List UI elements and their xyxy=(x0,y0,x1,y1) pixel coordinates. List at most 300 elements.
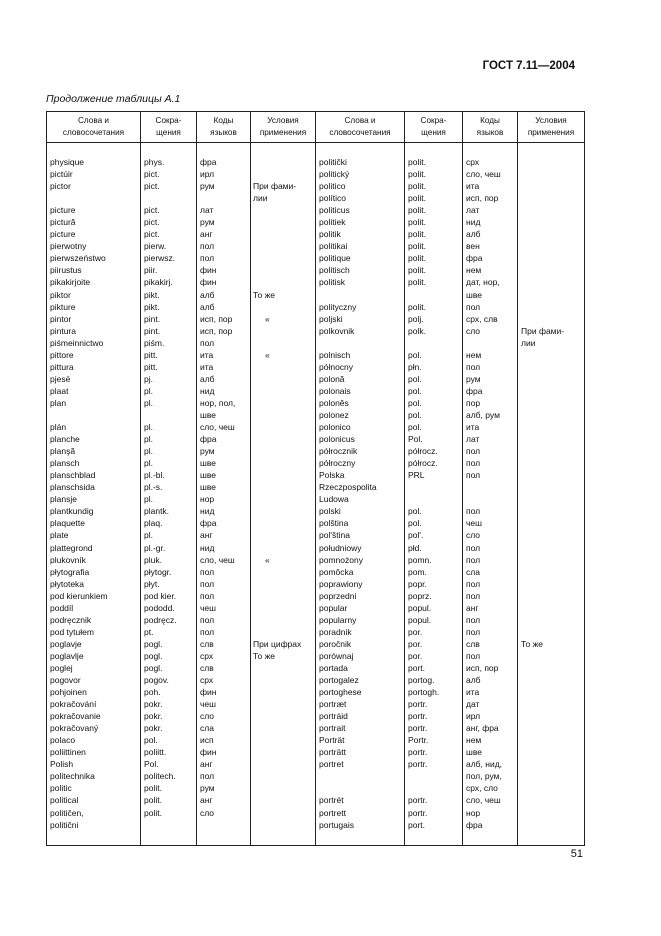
language-code-cell: сло, чеш xyxy=(466,169,501,180)
language-code-cell: исп, пор xyxy=(200,313,233,324)
word-cell: politisch xyxy=(319,265,350,276)
word-cell: polnisch xyxy=(319,349,351,360)
language-code-cell: пол xyxy=(466,614,481,625)
abbreviation-cell: pokr. xyxy=(144,711,163,722)
condition-cell: лии xyxy=(253,193,268,204)
abbreviation-cell: PRL xyxy=(408,470,425,481)
abbreviation-cell: politech. xyxy=(144,771,176,782)
abbreviation-cell: portr. xyxy=(408,759,428,770)
table-row xyxy=(46,722,585,734)
word-cell: poradnik xyxy=(319,626,352,637)
word-cell: pokračovaný xyxy=(50,723,99,734)
table-row xyxy=(46,433,585,445)
abbreviation-cell: pol. xyxy=(408,409,422,420)
word-cell: portada xyxy=(319,662,348,673)
abbreviation-cell: pogl. xyxy=(144,638,163,649)
language-code-cell: пол xyxy=(466,626,481,637)
abbreviation-cell: pict. xyxy=(144,229,160,240)
table-bottom-rule xyxy=(46,845,585,846)
abbreviation-cell: poh. xyxy=(144,687,161,698)
language-code-cell: нид xyxy=(466,217,481,228)
abbreviation-cell: polit. xyxy=(408,229,426,240)
word-cell: picture xyxy=(50,229,76,240)
abbreviation-cell: popr. xyxy=(408,578,427,589)
document-id: ГОСТ 7.11—2004 xyxy=(482,60,575,72)
language-code-cell: алб xyxy=(200,373,215,384)
table-caption: Продолжение таблицы А.1 xyxy=(46,93,181,105)
word-cell: polski xyxy=(319,506,341,517)
language-code-cell: ирл xyxy=(200,169,215,180)
abbreviation-cell: piir. xyxy=(144,265,158,276)
word-cell: piirustus xyxy=(50,265,82,276)
word-cell: polština xyxy=(319,518,349,529)
table-row xyxy=(46,602,585,614)
language-code-cell: рум xyxy=(466,373,481,384)
word-cell: planşă xyxy=(50,446,76,457)
language-code-cell: слв xyxy=(200,662,214,673)
header-abbreviations: Сокра- щения xyxy=(420,115,447,137)
language-code-cell: нор xyxy=(200,494,215,505)
abbreviation-cell: plaq. xyxy=(144,518,163,529)
language-code-cell: сло xyxy=(200,807,215,818)
word-cell: plaat xyxy=(50,385,69,396)
language-code-cell: фра xyxy=(200,434,217,445)
language-code-cell: пол xyxy=(466,590,481,601)
abbreviation-cell: portr. xyxy=(408,747,428,758)
word-cell: porträtt xyxy=(319,747,346,758)
abbreviation-cell: pluk. xyxy=(144,554,162,565)
abbreviation-cell: polit. xyxy=(408,265,426,276)
table-row xyxy=(46,216,585,228)
abbreviation-cell: pol'. xyxy=(408,530,424,541)
word-cell: Polish xyxy=(50,759,74,770)
language-code-cell: рум xyxy=(200,217,215,228)
word-cell: pittore xyxy=(50,349,74,360)
table-body xyxy=(46,156,585,831)
word-cell: plate xyxy=(50,530,69,541)
word-cell: polonico xyxy=(319,422,351,433)
table-row xyxy=(46,469,585,481)
abbreviation-cell: pom. xyxy=(408,566,427,577)
language-code-cell: нид xyxy=(200,506,215,517)
abbreviation-cell: Pol. xyxy=(408,434,423,445)
abbreviation-cell: pt. xyxy=(144,626,154,637)
abbreviation-cell: pogov. xyxy=(144,675,169,686)
language-code-cell: нем xyxy=(466,265,482,276)
language-code-cell: шве xyxy=(466,747,482,758)
word-cell: politicus xyxy=(319,205,350,216)
condition-cell: То же xyxy=(253,289,276,300)
abbreviation-cell: poliitt. xyxy=(144,747,167,758)
condition-cell: « xyxy=(265,313,270,324)
word-cell: polonicus xyxy=(319,434,355,445)
abbreviation-cell: pierwsz. xyxy=(144,253,176,264)
table-row xyxy=(46,361,585,373)
language-code-cell: пол xyxy=(200,614,215,625)
language-code-cell: сла xyxy=(200,723,214,734)
abbreviation-cell: pol. xyxy=(408,349,422,360)
language-code-cell: алб xyxy=(200,301,215,312)
language-code-cell: пол xyxy=(466,470,481,481)
language-code-cell: пол xyxy=(200,253,215,264)
language-code-cell: шве xyxy=(200,482,216,493)
table-row xyxy=(46,710,585,722)
table-row xyxy=(46,650,585,662)
abbreviation-cell: Portr. xyxy=(408,735,429,746)
abbreviation-cell: pl.-s. xyxy=(144,482,163,493)
page-number: 51 xyxy=(570,848,583,860)
table-row xyxy=(46,807,585,819)
abbreviation-cell: pomn. xyxy=(408,554,432,565)
condition-cell: При цифрах xyxy=(253,638,302,649)
word-cell: portret xyxy=(319,759,344,770)
word-cell: politico xyxy=(319,181,346,192)
abbreviation-cell: pl. xyxy=(144,530,153,541)
abbreviation-cell: polit. xyxy=(408,205,426,216)
abbreviation-cell: portr. xyxy=(408,807,428,818)
word-cell: pictúir xyxy=(50,169,73,180)
abbreviation-cell: portr. xyxy=(408,699,428,710)
word-cell: podręcznik xyxy=(50,614,92,625)
word-cell: południowy xyxy=(319,542,362,553)
language-code-cell: нем xyxy=(466,735,482,746)
word-cell: polkovnik xyxy=(319,325,355,336)
table-row xyxy=(46,373,585,385)
language-code-cell: пол xyxy=(466,506,481,517)
language-code-cell: анг xyxy=(200,759,213,770)
word-cell: pohjoinen xyxy=(50,687,87,698)
word-cell: Polska xyxy=(319,470,345,481)
abbreviation-cell: Pol. xyxy=(144,759,159,770)
language-code-cell: срх xyxy=(200,650,214,661)
table-row xyxy=(46,758,585,770)
abbreviation-cell: pol. xyxy=(408,373,422,384)
word-cell: portugais xyxy=(319,819,354,830)
table-row xyxy=(46,156,585,168)
language-code-cell: фра xyxy=(200,157,217,167)
abbreviation-cell: pol. xyxy=(408,385,422,396)
word-cell: pomnożony xyxy=(319,554,363,565)
table-row xyxy=(46,590,585,602)
language-code-cell: шве xyxy=(466,289,482,300)
language-code-cell: ирл xyxy=(466,711,481,722)
word-cell: plansch xyxy=(50,458,80,469)
word-cell: portoghese xyxy=(319,687,362,698)
abbreviation-cell: polit. xyxy=(408,241,426,252)
table-row xyxy=(46,674,585,686)
language-code-cell: алб, рум xyxy=(466,409,500,420)
header-words: Слова и словосочетания xyxy=(329,115,391,137)
language-code-cell: пол xyxy=(200,626,215,637)
table-row xyxy=(46,529,585,541)
abbreviation-cell: pol. xyxy=(408,397,422,408)
word-cell: politiek xyxy=(319,217,346,228)
language-code-cell: пол xyxy=(200,771,215,782)
abbreviation-cell: portr. xyxy=(408,723,428,734)
word-cell: poddíl xyxy=(50,602,74,613)
language-code-cell: пол xyxy=(200,241,215,252)
abbreviation-cell: pict. xyxy=(144,169,160,180)
table-row xyxy=(46,240,585,252)
language-code-cell: анг xyxy=(200,795,213,806)
abbreviation-cell: portogh. xyxy=(408,687,440,698)
table-row xyxy=(46,542,585,554)
language-code-cell: сло xyxy=(466,530,481,541)
word-cell: płytoteka xyxy=(50,578,85,589)
language-code-cell: ита xyxy=(466,687,480,698)
abbreviation-cell: pol. xyxy=(408,518,422,529)
table-row xyxy=(46,325,585,337)
condition-cell: « xyxy=(265,554,270,565)
word-cell: pomôcka xyxy=(319,566,354,577)
language-code-cell: шве xyxy=(200,470,216,481)
condition-cell: « xyxy=(265,349,270,360)
abbreviation-cell: pint. xyxy=(144,313,161,324)
language-code-cell: алб xyxy=(200,289,215,300)
abbreviation-cell: polit. xyxy=(408,253,426,264)
word-cell: plantkundig xyxy=(50,506,94,517)
word-cell: pjesë xyxy=(50,373,71,384)
language-code-cell: фра xyxy=(466,819,483,830)
abbreviation-cell: poprz. xyxy=(408,590,432,601)
word-cell: pittura xyxy=(50,361,74,372)
language-code-cell: ита xyxy=(200,349,214,360)
word-cell: pogovor xyxy=(50,675,81,686)
word-cell: picture xyxy=(50,205,76,216)
language-code-cell: анг xyxy=(466,602,479,613)
language-code-cell: рум xyxy=(200,446,215,457)
language-code-cell: слв xyxy=(200,638,214,649)
word-cell: poljski xyxy=(319,313,343,324)
condition-cell: При фами- xyxy=(521,325,565,336)
word-cell: polaco xyxy=(50,735,76,746)
language-code-cell: нем xyxy=(466,349,482,360)
word-cell: polonais xyxy=(319,385,351,396)
language-code-cell: рум xyxy=(200,181,215,192)
table-row xyxy=(46,204,585,216)
condition-cell: При фами- xyxy=(253,181,297,192)
abbreviation-cell: pogl. xyxy=(144,650,163,661)
language-code-cell: фин xyxy=(200,747,217,758)
language-code-cell: сла xyxy=(466,566,480,577)
table-row xyxy=(46,819,585,831)
word-cell: półrocznik xyxy=(319,446,358,457)
word-cell: polityczny xyxy=(319,301,357,312)
word-cell: političen, xyxy=(50,807,84,818)
abbreviation-cell: portr. xyxy=(408,795,428,806)
abbreviation-cell: płyt. xyxy=(144,578,160,589)
table-row xyxy=(46,337,585,349)
table-row xyxy=(46,301,585,313)
abbreviation-cell: pol. xyxy=(408,422,422,433)
table-row xyxy=(46,517,585,529)
word-cell: poglej xyxy=(50,662,73,673)
table-row xyxy=(46,554,585,566)
word-cell: pol'ština xyxy=(319,530,350,541)
abbreviation-cell: pododd. xyxy=(144,602,175,613)
abbreviation-cell: polit. xyxy=(408,217,426,228)
language-code-cell: шве xyxy=(200,458,216,469)
language-code-cell: срх, слв xyxy=(466,313,498,324)
word-cell: pictură xyxy=(50,217,76,228)
word-cell: pod kierunkiem xyxy=(50,590,108,601)
word-cell: polonez xyxy=(319,409,349,420)
abbreviation-cell: pod kier. xyxy=(144,590,177,601)
language-code-cell: пол xyxy=(466,554,481,565)
abbreviation-cell: pict. xyxy=(144,217,160,228)
word-cell: physique xyxy=(50,157,85,167)
abbreviation-cell: pl. xyxy=(144,434,153,445)
table-row xyxy=(46,192,585,204)
abbreviation-cell: polit. xyxy=(144,795,162,806)
header-words: Слова и словосочетания xyxy=(62,115,125,137)
table-row xyxy=(46,264,585,276)
table-row xyxy=(46,252,585,264)
language-code-cell: исп, пор xyxy=(466,193,499,204)
language-code-cell: анг, фра xyxy=(466,723,499,734)
table-row xyxy=(46,445,585,457)
table-row xyxy=(46,638,585,650)
language-code-cell: пол xyxy=(200,578,215,589)
abbreviation-cell: por. xyxy=(408,626,423,637)
language-code-cell: сло xyxy=(466,325,481,336)
abbreviation-cell: pikt. xyxy=(144,289,160,300)
language-code-cell: нид xyxy=(200,385,215,396)
word-cell: pintor xyxy=(50,313,72,324)
word-cell: planschsida xyxy=(50,482,95,493)
language-code-cell: ита xyxy=(200,361,214,372)
abbreviation-cell: port. xyxy=(408,662,426,673)
language-code-cell: анг xyxy=(200,229,213,240)
abbreviation-cell: pikakirj. xyxy=(144,277,173,288)
word-cell: pikakirjoite xyxy=(50,277,91,288)
word-cell: polonês xyxy=(319,397,349,408)
language-code-cell: сло xyxy=(200,711,215,722)
word-cell: plukovník xyxy=(50,554,86,565)
abbreviation-cell: płytogr. xyxy=(144,566,172,577)
word-cell: Ludowa xyxy=(319,494,349,505)
language-code-cell: пол xyxy=(200,566,215,577)
word-cell: poliittinen xyxy=(50,747,86,758)
language-code-cell: сло, чеш xyxy=(200,422,235,433)
abbreviation-cell: portog. xyxy=(408,675,435,686)
table-row xyxy=(46,180,585,192)
abbreviation-cell: polit. xyxy=(408,277,426,288)
abbreviation-cell: pikt. xyxy=(144,301,160,312)
word-cell: plán xyxy=(50,422,67,433)
word-cell: politique xyxy=(319,253,351,264)
abbreviation-cell: polk. xyxy=(408,325,426,336)
language-code-cell: анг xyxy=(200,530,213,541)
abbreviation-cell: pl. xyxy=(144,397,153,408)
word-cell: północny xyxy=(319,361,354,372)
word-cell: Porträt xyxy=(319,735,345,746)
header-abbreviations: Сокра- щения xyxy=(155,115,182,137)
abbreviation-cell: pj. xyxy=(144,373,153,384)
language-code-cell: фра xyxy=(200,518,217,529)
language-code-cell: алб xyxy=(466,675,481,686)
language-code-cell: фин xyxy=(200,265,217,276)
table-row xyxy=(46,770,585,782)
language-code-cell: чеш xyxy=(466,518,482,529)
abbreviation-cell: płn. xyxy=(408,361,422,372)
abbreviation-cell: phys. xyxy=(144,157,165,167)
word-cell: poglavje xyxy=(50,638,82,649)
language-code-cell: сло, чеш xyxy=(200,554,235,565)
language-code-cell: лат xyxy=(466,205,480,216)
language-code-cell: пол xyxy=(466,458,481,469)
language-code-cell: пол xyxy=(466,578,481,589)
condition-cell: лии xyxy=(521,337,536,348)
header-conditions: Условия применения xyxy=(259,115,307,137)
language-code-cell: чеш xyxy=(200,699,216,710)
language-code-cell: исп xyxy=(200,735,214,746)
abbreviation-cell: pitt. xyxy=(144,361,158,372)
table-row xyxy=(46,686,585,698)
word-cell: portogalez xyxy=(319,675,359,686)
language-code-cell: лат xyxy=(466,434,480,445)
abbreviation-cell: polit. xyxy=(144,807,162,818)
word-cell: poprawiony xyxy=(319,578,363,589)
header-conditions: Условия применения xyxy=(527,115,575,137)
language-code-cell: фра xyxy=(466,253,483,264)
language-code-cell: нид xyxy=(200,542,215,553)
word-cell: politički xyxy=(319,157,347,167)
abbreviation-cell: pict. xyxy=(144,205,160,216)
abbreviation-cell: polj. xyxy=(408,313,424,324)
word-cell: portrait xyxy=(319,723,346,734)
abbreviation-table xyxy=(46,111,585,845)
table-row xyxy=(46,493,585,505)
word-cell: popular xyxy=(319,602,348,613)
language-code-cell: пол xyxy=(466,542,481,553)
abbreviation-cell: pl. xyxy=(144,422,153,433)
word-cell: płytografia xyxy=(50,566,90,577)
word-cell: politik xyxy=(319,229,341,240)
abbreviation-cell: pierw. xyxy=(144,241,167,252)
language-code-cell: нор, пол, xyxy=(200,397,236,408)
word-cell: porównaj xyxy=(319,650,354,661)
table-row xyxy=(46,349,585,361)
language-code-cell: пол xyxy=(466,650,481,661)
abbreviation-cell: pol. xyxy=(144,735,158,746)
language-code-cell: рум xyxy=(200,783,215,794)
word-cell: politický xyxy=(319,169,350,180)
language-code-cell: пол xyxy=(466,301,481,312)
word-cell: pierwotny xyxy=(50,241,87,252)
word-cell: planschblad xyxy=(50,470,96,481)
word-cell: popularny xyxy=(319,614,357,625)
word-cell: portráid xyxy=(319,711,348,722)
language-code-cell: ита xyxy=(466,422,480,433)
table-row xyxy=(46,457,585,469)
table-row xyxy=(46,409,585,421)
table-row xyxy=(46,228,585,240)
language-code-cell: чеш xyxy=(200,602,216,613)
word-cell: piśmeinnictwo xyxy=(50,337,104,348)
abbreviation-cell: pl. xyxy=(144,385,153,396)
condition-cell: То же xyxy=(253,650,276,661)
abbreviation-cell: pict. xyxy=(144,181,160,192)
word-cell: pictor xyxy=(50,181,71,192)
abbreviation-cell: pitt. xyxy=(144,349,158,360)
abbreviation-cell: pol. xyxy=(408,506,422,517)
word-cell: politic xyxy=(50,783,72,794)
word-cell: portrett xyxy=(319,807,346,818)
word-cell: piktor xyxy=(50,289,71,300)
abbreviation-cell: podręcz. xyxy=(144,614,177,625)
abbreviation-cell: pl. xyxy=(144,446,153,457)
